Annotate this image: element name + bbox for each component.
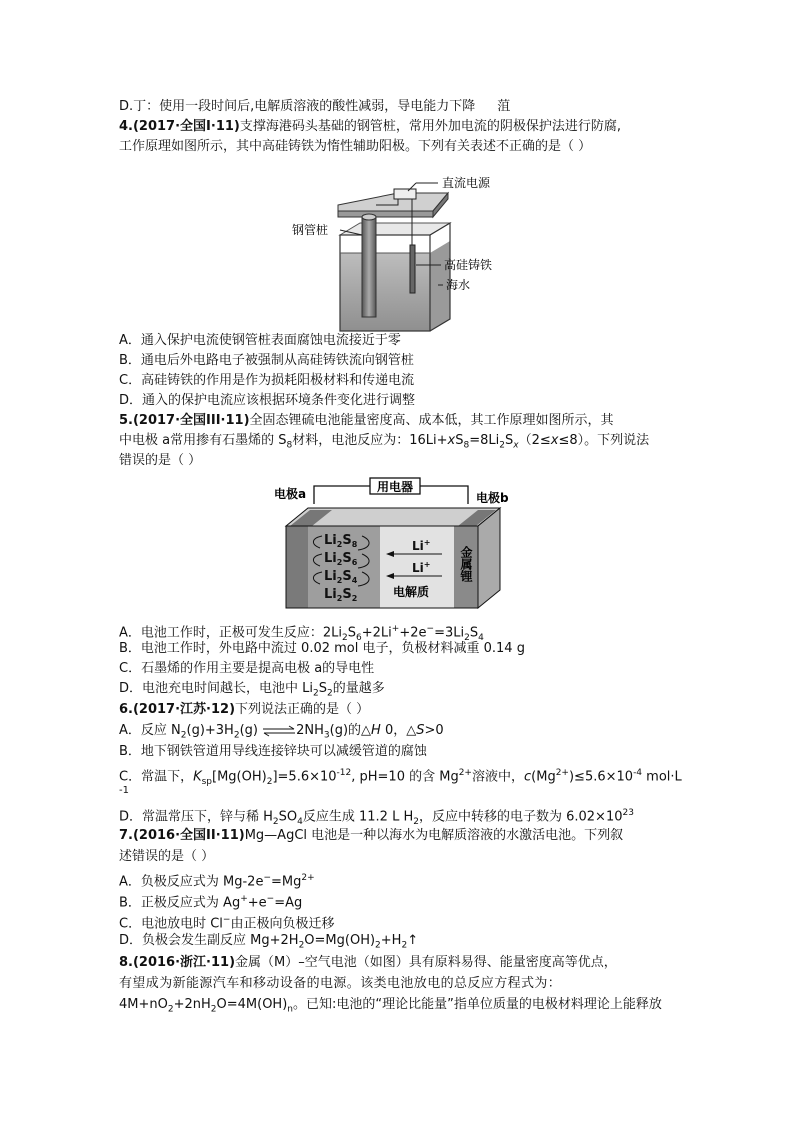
label-electrode-b: 电极b — [476, 491, 509, 505]
steel-pile — [362, 217, 376, 317]
q7-option-a: A．负极反应式为 $Mg-2e^-=Mg^{2+}$ — [119, 873, 315, 890]
label-electrolyte: 电解质 — [393, 585, 430, 599]
svg-text:Li+: Li+ — [412, 560, 431, 575]
electrode-a-strip — [286, 526, 308, 608]
q5-option-d: D．电池充电时间越长，电池中 $Li_2S_2$的量越多 — [119, 681, 385, 699]
question-7-stem: 7.(2016·全国II·11)Mg—AgCl 电池是一种以海水为电解质溶液的水激活电池。下列叙 — [119, 828, 624, 843]
q4-option-a: A．通入保护电流使钢管桩表面腐蚀电流接近于零 — [119, 333, 401, 348]
question-8-stem-2: 有望成为新能源汽车和移动设备的电源。该类电池放电的总反应方程式为： — [119, 976, 562, 991]
q4-option-b: B．通电后外电路电子被强制从高硅铸铁流向钢管桩 — [119, 353, 414, 368]
question-4-stem: 4.(2017·全国Ⅰ·11)支撑海港码头基础的钢管桩，常用外加电流的阴极保护法进行防腐, — [119, 119, 621, 134]
q4-option-d: D．通入的保护电流应该根据环境条件变化进行调整 — [119, 393, 416, 408]
figure-cathodic-protection — [292, 165, 518, 335]
label-dc-power: 直流电源 — [442, 176, 491, 190]
question-5-stem: 5.(2017·全国III·11)全固态锂硫电池能量密度高、成本低，其工作原理如图所示，其 — [119, 413, 614, 428]
svg-text:Li2S2: $Li_2S_2$ — [324, 587, 358, 603]
question-4-stem-2: 工作原理如图所示，其中高硅铸铁为惰性辅助阳极。下列有关表述不正确的是（ ） — [119, 139, 592, 154]
label-iron: 高硅铸铁 — [444, 258, 493, 272]
q4-option-c: C．高硅铸铁的作用是作为损耗阳极材料和传递电流 — [119, 373, 415, 388]
q7-option-b: B．正极反应式为 Ag++e−=Ag — [119, 894, 303, 911]
q6-option-b: B．地下钢铁管道用导线连接锌块可以减缓管道的腐蚀 — [119, 744, 427, 759]
option-d-previous: D.丁：使用一段时间后,电解质溶液的酸性减弱，导电能力下降 菹 — [119, 99, 511, 114]
reversible-arrow-icon — [262, 726, 296, 736]
question-5-stem-3: 错误的是（ ） — [119, 453, 202, 468]
q6-option-c-cont: -1 — [119, 785, 129, 796]
question-6-stem: 6.(2017·江苏·12)下列说法正确的是（ ） — [119, 702, 370, 717]
q5-option-c: C．石墨烯的作用主要是提高电极 a的导电性 — [119, 661, 375, 676]
svg-text:Li+: Li+ — [412, 538, 431, 553]
dc-power-box — [394, 189, 416, 199]
svg-text:Li2S4: $Li_2S_4$ — [324, 569, 358, 585]
top-plate — [338, 193, 448, 211]
question-7-stem-2: 述错误的是（ ） — [119, 849, 215, 864]
question-5-stem-2: 中电极 a常用掺有石墨烯的 $S_8$材料，电池反应为：$16Li+xS_8=8Li_2S_x(2\le x\le 8)$。下列说法 — [119, 433, 650, 451]
q6-option-c: C．常温下，$K_{sp}[Mg(OH)_2]=5.6\times 10^{-12}$, pH=10 的含 $Mg^{2+}$溶液中，$c(Mg^{2+})\le 5.6\times 10^{-4}$ mol·L — [119, 768, 682, 787]
label-electrode-a: 电极a — [274, 487, 307, 501]
label-seawater: 海水 — [446, 278, 471, 292]
svg-text:Li2S6: $Li_2S_6$ — [324, 551, 358, 567]
label-steel-pile: 钢管桩 — [292, 223, 329, 237]
q6-option-d: D．常温常压下，锌与稀 $H_2SO_4$反应生成 11.2 L $H_2$，反应中转移的电子数为 $6.02\times 10^{23}$ — [119, 808, 634, 827]
question-8-stem: 8.(2016·浙江·11)金属（M）–空气电池（如图）具有原料易得、能量密度高等优点， — [119, 955, 617, 970]
label-lithium-metal: 金属锂 — [459, 546, 473, 582]
q7-option-d: D．负极会发生副反应 $Mg+2H_2O=Mg(OH)_2+H_2↑$ — [119, 933, 419, 951]
q6-option-a: A．反应 $N_2(g)+3H_2(g)$ $2NH_3(g)$的△H 0，△S>0 — [119, 723, 444, 741]
q7-option-c: C．电池放电时 Cl−由正极向负极迁移 — [119, 915, 335, 932]
label-device: 用电器 — [376, 480, 414, 494]
high-silicon-iron — [410, 245, 415, 293]
q5-option-a: A．电池工作时，正极可发生反应：$2Li_2S_6+2Li^++2e^-=3Li_2S_4$ — [119, 624, 484, 643]
figure-li-s-battery — [272, 474, 509, 614]
q5-option-b: B．电池工作时，外电路中流过 0.02 mol 电子，负极材料减重 0.14 g — [119, 641, 525, 656]
svg-text:Li2S8: $Li_2S_8$ — [324, 533, 358, 549]
question-8-stem-3: $4M+nO_2+2nH_2O=4M(OH)_n$。已知:电池的“理论比能量”指单位质量的电极材料理论上能释放 — [119, 997, 662, 1015]
